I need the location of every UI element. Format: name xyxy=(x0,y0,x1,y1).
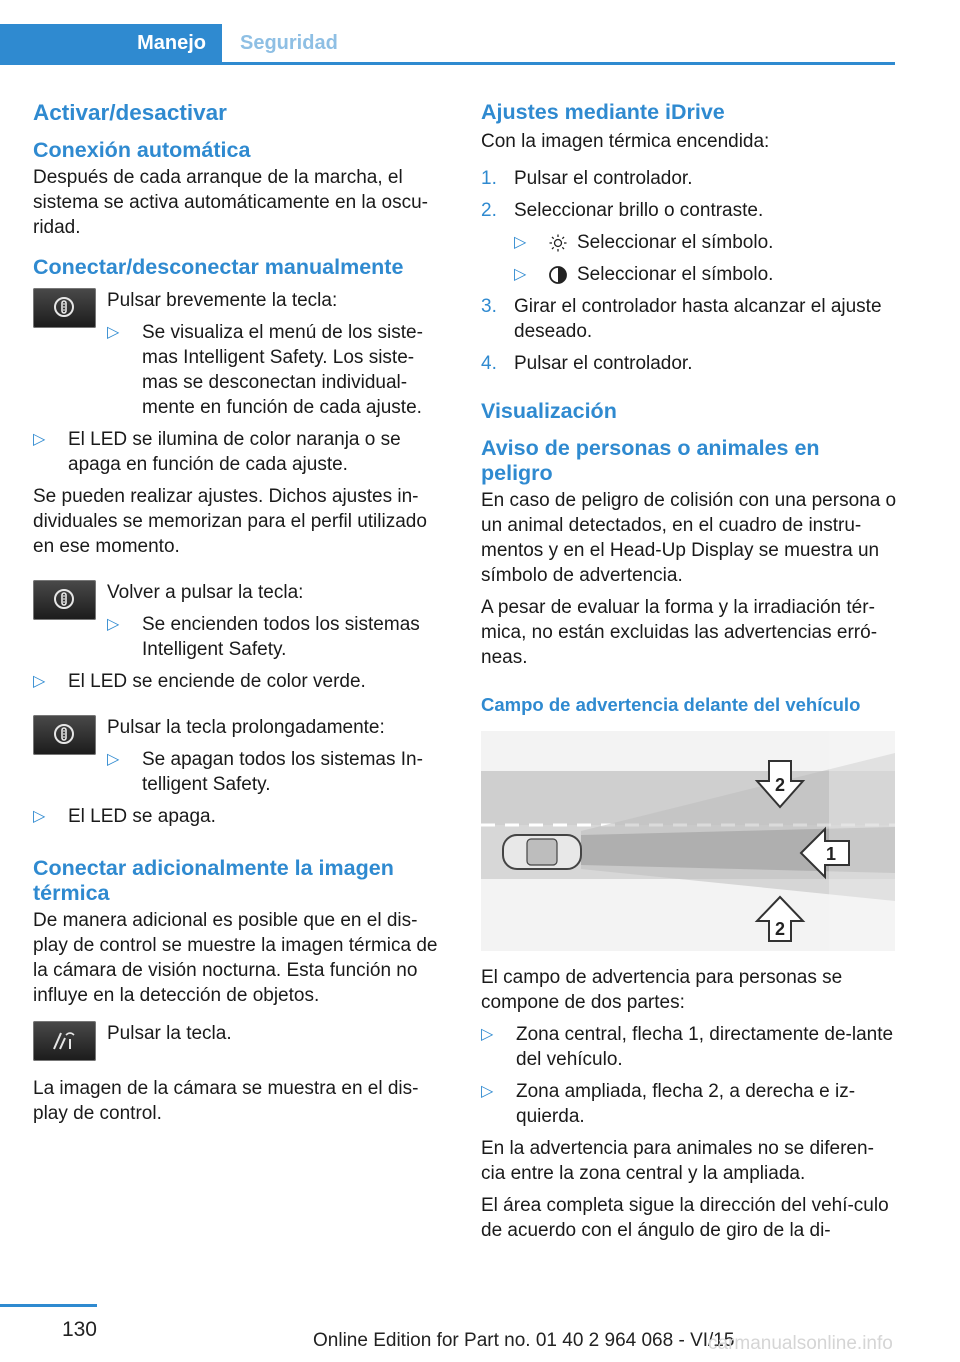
paragraph-con: Con la imagen térmica encendida: xyxy=(481,131,770,152)
footer-accent-line xyxy=(0,1304,97,1307)
sub-contraste-text: Seleccionar el símbolo. xyxy=(577,264,774,285)
list-item xyxy=(33,669,448,694)
list-item xyxy=(481,294,897,344)
night-vision-button-icon xyxy=(33,1021,96,1061)
heading-ajustes-idrive: Ajustes mediante iDrive xyxy=(481,100,725,124)
list-item xyxy=(107,612,448,662)
paragraph-aviso-2: A pesar de evaluar la forma y la irradiación tér-mica, no están excluidas las advertencias erró-neas. xyxy=(481,597,878,668)
key1-text: Pulsar brevemente la tecla: xyxy=(107,290,338,311)
bullet-triangle-icon: ▷ xyxy=(107,324,120,341)
key3-bullet: Se apagan todos los sistemas In-telligent Safety. xyxy=(142,749,423,795)
bullet-triangle-icon: ▷ xyxy=(481,1026,494,1043)
paragraph-campo: El campo de advertencia para personas se compone de dos partes: xyxy=(481,967,843,1013)
safety-button-icon xyxy=(33,580,96,620)
paragraph-conexion: Después de cada arranque de la marcha, el sistema se activa automáticamente en la oscu-ridad. xyxy=(33,167,428,238)
bullet-triangle-icon: ▷ xyxy=(33,673,46,690)
step-number: 1. xyxy=(481,168,497,189)
footer-edition: Online Edition for Part no. 01 40 2 964 068 - VI/15 xyxy=(313,1330,735,1351)
bullet-central: Zona central, flecha 1, directamente de-lante del vehículo. xyxy=(516,1024,894,1070)
paragraph-ajustes: Se pueden realizar ajustes. Dichos ajustes in-dividuales se memorizan para el perfil utilizado en ese momento. xyxy=(33,486,427,557)
car-icon xyxy=(503,835,581,869)
paragraph-imagen: De manera adicional es posible que en el dis-play de control se muestre la imagen térmica de la cámara de visión nocturna. Esta función no influye en la detección de objetos. xyxy=(33,910,438,1006)
key2-bullet: Se encienden todos los sistemas Intelligent Safety. xyxy=(142,614,420,660)
step-number: 3. xyxy=(481,296,497,317)
bullet-triangle-icon: ▷ xyxy=(481,1083,494,1100)
step-text: Pulsar el controlador. xyxy=(514,353,693,374)
right-column xyxy=(481,100,897,1250)
heading-aviso: Aviso de personas o animales en peligro xyxy=(481,436,820,485)
list-item xyxy=(481,198,897,223)
heading-campo: Campo de advertencia delante del vehículo xyxy=(481,694,861,715)
safety-button-icon xyxy=(33,288,96,328)
bullet-triangle-icon: ▷ xyxy=(514,266,527,283)
safety-button-icon xyxy=(33,715,96,755)
paragraph-animales: En la advertencia para animales no se diferen-cia entre la zona central y la ampliada. xyxy=(481,1138,874,1184)
header-tabs xyxy=(0,24,895,65)
bullet-triangle-icon: ▷ xyxy=(514,234,527,251)
heading-conectar: Conectar/desconectar manualmente xyxy=(33,255,404,279)
list-item xyxy=(33,804,448,829)
bullet-triangle-icon: ▷ xyxy=(33,808,46,825)
heading-imagen-termica: Conectar adicionalmente la imagen térmica xyxy=(33,856,394,905)
step-text: Seleccionar brillo o contraste. xyxy=(514,200,764,221)
fig-label-2-top: 2 xyxy=(774,775,786,795)
bullet-led-naranja: El LED se ilumina de color naranja o se apaga en función de cada ajuste. xyxy=(68,429,401,475)
key3-text: Pulsar la tecla prolongadamente: xyxy=(107,717,385,738)
heading-visualizacion: Visualización xyxy=(481,399,617,423)
list-item xyxy=(481,230,897,255)
left-column xyxy=(33,100,448,1133)
key4-text: Pulsar la tecla. xyxy=(107,1023,232,1044)
page-number: 130 xyxy=(61,1318,97,1341)
paragraph-area: El área completa sigue la dirección del vehí-culo de acuerdo con el ángulo de giro de la di- xyxy=(481,1195,889,1241)
list-item xyxy=(107,747,448,797)
bullet-ampliada: Zona ampliada, flecha 2, a derecha e iz-quierda. xyxy=(516,1081,856,1127)
key-row-4 xyxy=(33,1021,448,1065)
step-text: Pulsar el controlador. xyxy=(514,168,693,189)
key-row-2 xyxy=(33,580,448,662)
watermark: carmanualsonline.info xyxy=(708,1333,893,1354)
paragraph-aviso-1: En caso de peligro de colisión con una persona o un animal detectados, en el cuadro de instru-mentos y en el Head-Up Display se muestra un símbolo de advertencia. xyxy=(481,490,897,586)
brightness-icon xyxy=(548,233,568,253)
contrast-icon xyxy=(548,265,568,285)
list-item xyxy=(481,1022,897,1072)
list-item xyxy=(481,351,897,376)
list-item xyxy=(481,166,897,191)
bullet-triangle-icon: ▷ xyxy=(33,431,46,448)
step-number: 4. xyxy=(481,353,497,374)
list-item xyxy=(481,1079,897,1129)
tab-manejo[interactable]: Manejo xyxy=(0,24,222,62)
bullet-led-verde: El LED se enciende de color verde. xyxy=(68,671,366,692)
list-item xyxy=(481,262,897,287)
warning-field-figure xyxy=(481,731,895,951)
key-row-1 xyxy=(33,288,448,420)
paragraph-camara: La imagen de la cámara se muestra en el dis-play de control. xyxy=(33,1078,419,1124)
bullet-led-apaga: El LED se apaga. xyxy=(68,806,216,827)
step-text: Girar el controlador hasta alcanzar el ajuste deseado. xyxy=(514,296,882,342)
tab-seguridad[interactable]: Seguridad xyxy=(240,32,338,54)
bullet-triangle-icon: ▷ xyxy=(107,751,120,768)
heading-conexion: Conexión automática xyxy=(33,138,251,162)
heading-activar: Activar/desactivar xyxy=(33,100,227,125)
key1-bullet: Se visualiza el menú de los siste-mas Intelligent Safety. Los siste-mas se desconectan individual-mente en función de cada ajuste. xyxy=(142,322,423,418)
bullet-triangle-icon: ▷ xyxy=(107,616,120,633)
list-item xyxy=(33,427,448,477)
sub-brillo-text: Seleccionar el símbolo. xyxy=(577,232,774,253)
step-number: 2. xyxy=(481,200,497,221)
list-item xyxy=(107,320,448,420)
key-row-3 xyxy=(33,715,448,797)
fig-label-1: 1 xyxy=(825,844,837,864)
key2-text: Volver a pulsar la tecla: xyxy=(107,582,304,603)
fig-label-2-bottom: 2 xyxy=(774,919,786,939)
